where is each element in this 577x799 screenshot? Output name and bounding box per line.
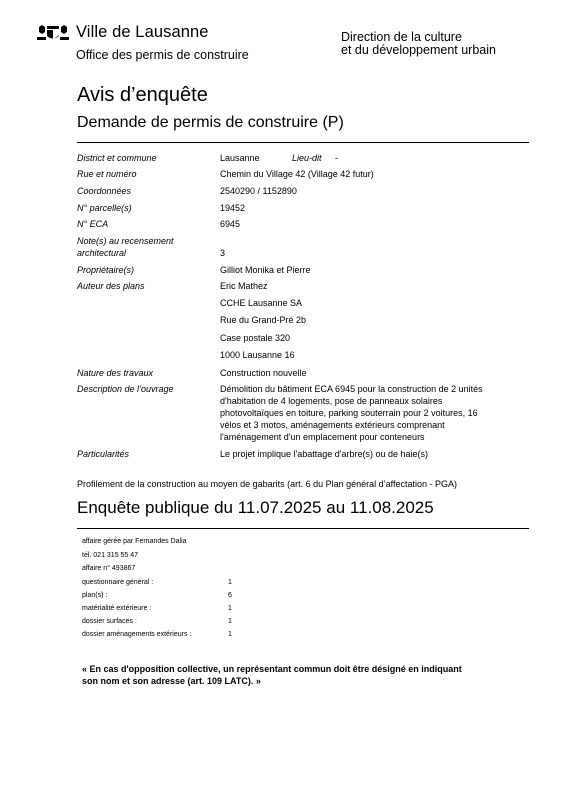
- rue-value: Chemin du Village 42 (Village 42 futur): [220, 169, 374, 179]
- eca-label: N° ECA: [77, 219, 109, 229]
- opposition-line-1: « En cas d'opposition collective, un représentant commun doit être désigné en indiquant: [82, 664, 462, 674]
- dossier-item-count: 6: [228, 592, 232, 599]
- opposition-line-2: son nom et son adresse (art. 109 LATC). »: [82, 676, 261, 686]
- direction-line-1: Direction de la culture: [341, 30, 462, 44]
- affaire-tel: tél. 021 315 55 47: [82, 552, 139, 559]
- office-name: Office des permis de construire: [76, 48, 249, 62]
- dossier-item-label: plan(s) :: [82, 592, 108, 599]
- auteur-line: Eric Mathez: [220, 281, 268, 291]
- page-title: Avis d’enquête: [77, 84, 208, 106]
- rue-label: Rue et numéro: [77, 169, 137, 179]
- description-line: d'habitation de 4 logements, pose de panneaux solaires: [220, 396, 443, 406]
- district-value: Lausanne: [220, 153, 260, 163]
- eca-value: 6945: [220, 219, 241, 229]
- dossier-item: [82, 618, 232, 625]
- dossier-item-count: 1: [228, 618, 232, 625]
- dossier-item: [82, 605, 232, 612]
- dossier-item-label: dossier aménagements extérieurs :: [82, 631, 192, 638]
- page-subtitle: Demande de permis de construire (P): [77, 114, 344, 131]
- coord-value: 2540290 / 1152890: [220, 186, 297, 196]
- lieudit-value: -: [335, 153, 338, 163]
- dossier-item-count: 1: [228, 579, 232, 586]
- auteur-line: CCHE Lausanne SA: [220, 298, 303, 308]
- note-label-1: Note(s) au recensement: [77, 236, 174, 246]
- description-line: l'aménagement d'un emplacement pour conteneurs: [220, 432, 425, 442]
- auteur-line: Rue du Grand-Pré 2b: [220, 315, 307, 325]
- description-label: Description de l’ouvrage: [77, 384, 174, 394]
- dossier-item-label: matérialité extérieure :: [82, 605, 152, 612]
- direction-line-2: et du développement urbain: [341, 43, 496, 57]
- divider: [77, 142, 529, 143]
- proprietaire-label: Propriétaire(s): [77, 265, 135, 275]
- page-header: [36, 18, 541, 64]
- dossier-item-count: 1: [228, 631, 232, 638]
- nature-value: Construction nouvelle: [220, 368, 307, 378]
- proprietaire-value: Gilliot Monika et Pierre: [220, 265, 311, 275]
- particularites-label: Particularités: [77, 449, 130, 459]
- parcelle-label: N° parcelle(s): [77, 203, 132, 213]
- district-label: District et commune: [77, 153, 157, 163]
- description-line: vélos et 3 motos, aménagements extérieurs comprenant: [220, 420, 445, 430]
- nature-label: Nature des travaux: [77, 368, 154, 378]
- lausanne-coat-of-arms-icon: [36, 24, 70, 42]
- lieudit-label: Lieu-dit: [292, 153, 322, 163]
- affaire-numero: affaire n° 493867: [82, 565, 136, 572]
- note-label-2: architectural: [77, 248, 127, 258]
- opposition-notice: [82, 663, 522, 687]
- dossier-item-count: 1: [228, 605, 232, 612]
- note-value: 3: [220, 248, 226, 258]
- enquete-period: Enquête publique du 11.07.2025 au 11.08.2025: [77, 498, 434, 517]
- direction-name: [341, 31, 496, 57]
- description-line: Démolition du bâtiment ECA 6945 pour la construction de 2 unités: [220, 384, 483, 394]
- dossier-item: [82, 579, 232, 586]
- description-line: photovoltaïques en toiture, parking souterrain pour 2 voitures, 16: [220, 408, 478, 418]
- dossier-item: [82, 592, 232, 599]
- auteur-line: Case postale 320: [220, 333, 291, 343]
- coord-label: Coordonnées: [77, 186, 132, 196]
- dossier-item-label: questionnaire général :: [82, 579, 154, 586]
- dossier-item-label: dossier surfaces :: [82, 618, 137, 625]
- dossier-item: [82, 631, 232, 638]
- city-name: Ville de Lausanne: [76, 23, 209, 41]
- divider: [77, 528, 529, 529]
- affaire-geree: affaire gérée par Fernandes Dalia: [82, 538, 187, 545]
- particularites-value: Le projet implique l'abattage d'arbre(s) ou de haie(s): [220, 449, 429, 459]
- parcelle-value: 19452: [220, 203, 246, 213]
- profilement-note: Profilement de la construction au moyen de gabarits (art. 6 du Plan général d’affectation - PGA): [77, 479, 458, 489]
- auteur-label: Auteur des plans: [77, 281, 145, 291]
- auteur-line: 1000 Lausanne 16: [220, 350, 295, 360]
